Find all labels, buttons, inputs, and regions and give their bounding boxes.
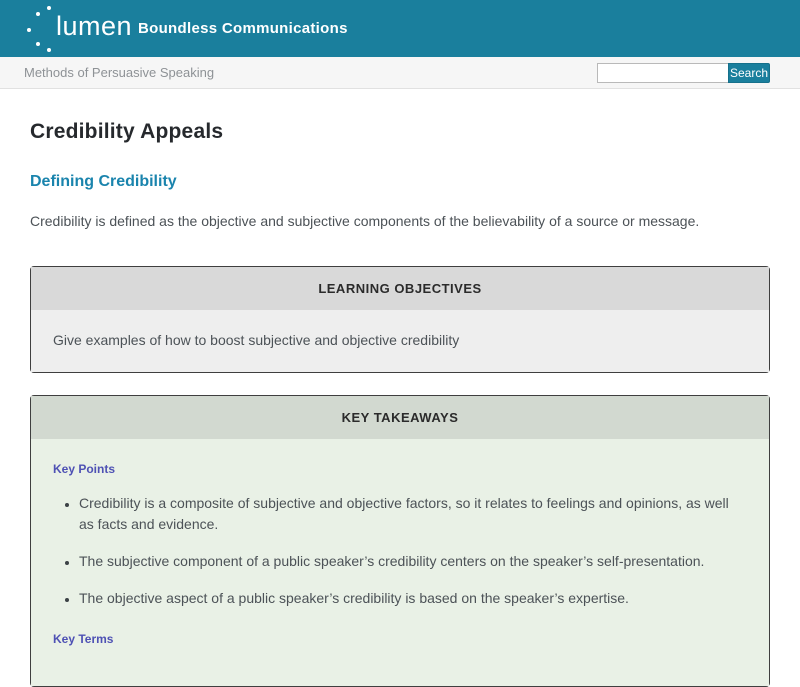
learning-objective-text: Give examples of how to boost subjective and objective credibility xyxy=(53,331,460,348)
lumen-logo[interactable] xyxy=(0,0,133,57)
key-points-list xyxy=(53,493,747,610)
key-terms-label: Key Terms xyxy=(53,632,114,647)
learning-objectives-body xyxy=(31,310,769,372)
lumen-logo-dot-icon xyxy=(47,48,51,52)
intro-paragraph: Credibility is defined as the objective and subjective components of the believability of a source or message. xyxy=(30,213,700,229)
learning-objectives-title: LEARNING OBJECTIVES xyxy=(31,267,769,310)
key-points-label: Key Points xyxy=(53,461,116,476)
breadcrumb[interactable]: Methods of Persuasive Speaking xyxy=(24,65,215,80)
key-point-item: • The objective aspect of a public speaker’s credibility is based on the speaker’s expertise. xyxy=(79,588,747,610)
site-header xyxy=(0,0,800,57)
key-point-item: • The subjective component of a public speaker’s credibility centers on the speaker’s self-presentation. xyxy=(79,551,747,573)
key-point-item: • Credibility is a composite of subjective and objective factors, so it relates to feelings and opinions, as well as facts and evidence. xyxy=(79,493,747,536)
page-title: Credibility Appeals xyxy=(30,120,224,143)
main-content xyxy=(0,120,800,687)
key-takeaways-body xyxy=(31,439,769,687)
course-title: Boundless Communications xyxy=(138,20,348,37)
learning-objectives-box xyxy=(30,266,770,373)
lumen-logo-dot-icon xyxy=(47,6,51,10)
search-form xyxy=(597,63,770,83)
breadcrumb-bar xyxy=(0,57,800,89)
lumen-logo-dot-icon xyxy=(27,28,31,32)
section-heading: Defining Credibility xyxy=(30,173,177,190)
lumen-logo-dot-icon xyxy=(36,12,40,16)
search-button[interactable]: Search xyxy=(728,63,770,83)
key-takeaways-box xyxy=(30,395,770,687)
lumen-logo-wordmark: lumen xyxy=(56,11,133,41)
search-input[interactable] xyxy=(597,63,728,83)
key-takeaways-title: KEY TAKEAWAYS xyxy=(31,396,769,439)
lumen-logo-dot-icon xyxy=(36,42,40,46)
